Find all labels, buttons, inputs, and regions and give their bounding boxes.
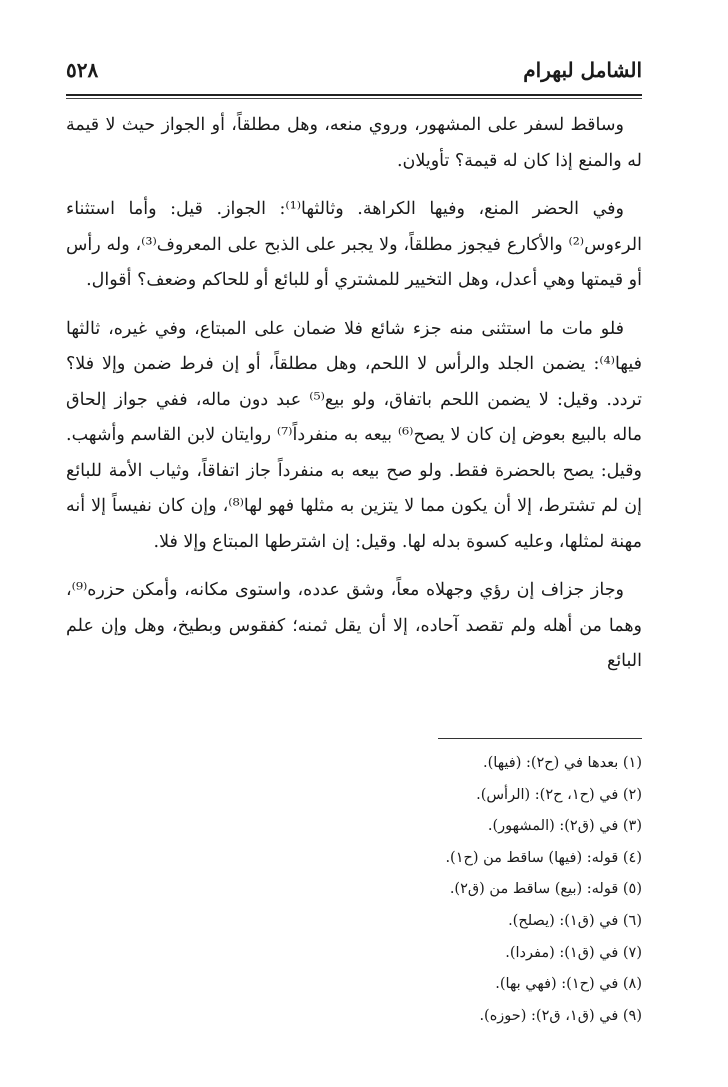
footnote: (٩) في (ق١، ق٢): (حوزه).: [479, 1007, 642, 1024]
footnote: (٦) في (ق١): (يصلح).: [508, 912, 642, 929]
footnote: (٨) في (ح١): (فهي بها).: [495, 976, 642, 993]
page-number: ٥٢٨: [66, 58, 99, 82]
footnote: (٤) قوله: (فيها) ساقط من (ح١).: [445, 849, 642, 866]
paragraph: فلو مات ما استثنى منه جزء شائع فلا ضمان على المبتاع، وفي غيره، ثالثها فيها⁽⁴⁾: يضمن الجلد والرأس لا اللحم، وهل مطلقاً، أو إن فرط ضمن وإلا فلا؟ تردد. وقيل: لا يضمن اللحم باتفاق، ولو بيع⁽⁵⁾ عبد دون ماله، ففي جواز إلحاق ماله بالبيع بعوض إن كان لا يصح⁽⁶⁾ بيعه به منفرداً⁽⁷⁾ روايتان لابن القاسم وأشهب. وقيل: يصح بالحضرة فقط. ولو صح بيعه به منفرداً جاز اتفاقاً، وثياب الأمة للبائع إن لم تشترط، إلا أن يكون مما لا يتزين به مثلها فهو لها⁽⁸⁾، وإن كان نفيساً إلا أنه مهنة لمثلها، وعليه كسوة بدله لها. وقيل: إن اشترطها المبتاع وإلا فلا.: [66, 318, 643, 552]
footnote: (٧) في (ق١): (مفردا).: [505, 944, 642, 961]
footnote: (٣) في (ق٢): (المشهور).: [487, 818, 642, 835]
footnote-separator: [438, 738, 642, 739]
main-text: [66, 108, 642, 693]
header-rule: [66, 94, 642, 96]
paragraph: وفي الحضر المنع، وفيها الكراهة. وثالثها⁽¹⁾: الجواز. قيل: وأما استثناء الرءوس⁽²⁾ والأكارع فيجوز مطلقاً، ولا يجبر على الذبح على المعروف⁽³⁾، وله رأس أو قيمتها وهي أعدل، وهل التخيير للمشتري أو للبائع أو للحاكم وضعف؟ أقوال.: [66, 199, 642, 290]
footnote: (٢) في (ح١، ح٢): (الرأس).: [476, 786, 642, 803]
footnote: (٥) قوله: (بيع) ساقط من (ق٢).: [449, 881, 642, 898]
paragraph: وجاز جزاف إن رؤي وجهلاه معاً، وشق عدده، واستوى مكانه، وأمكن حزره⁽⁹⁾، وهما من أهله ولم تقصد آحاده، إلا أن يقل ثمنه؛ كفقوس وبطيخ، وهل وإن علم البائع: [66, 580, 642, 671]
page-header: [66, 56, 642, 92]
running-title: الشامل لبهرام: [523, 58, 642, 82]
footnote: (١) بعدها في (ح٢): (فيها).: [483, 755, 642, 771]
header-rule-thin: [66, 98, 642, 99]
footnotes: [66, 748, 644, 1032]
paragraph: وساقط لسفر على المشهور، وروي منعه، وهل مطلقاً، أو الجواز حيث لا قيمة له والمنع إذا كان له قيمة؟ تأويلان.: [66, 115, 642, 171]
